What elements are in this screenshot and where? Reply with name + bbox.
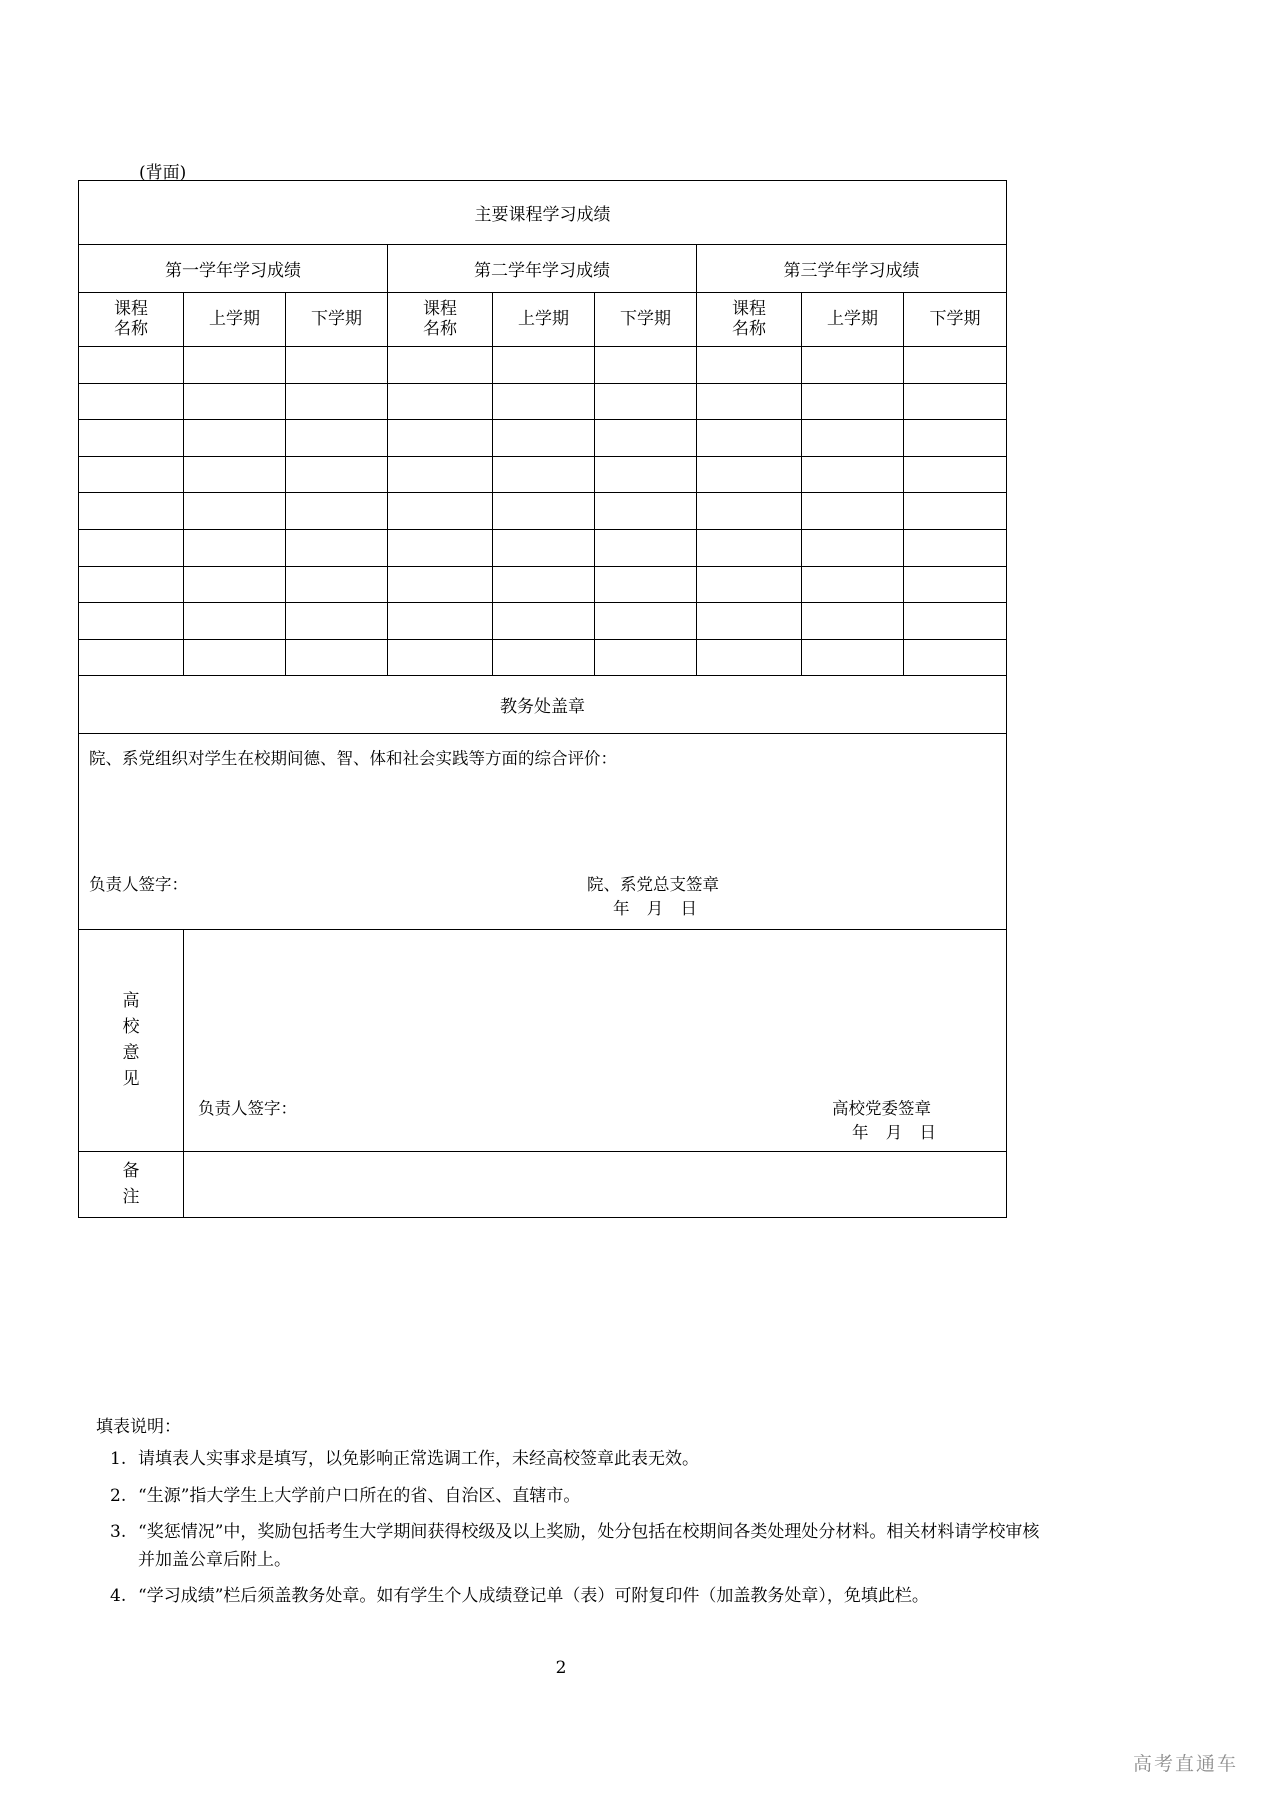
transcript-table	[78, 180, 1007, 1218]
remark-row	[79, 1152, 1007, 1218]
cell[interactable]	[493, 603, 595, 640]
evaluation-row	[79, 734, 1007, 930]
university-date-label: 年 月 日	[852, 1123, 942, 1143]
cell[interactable]	[697, 420, 802, 457]
form-title-row	[79, 181, 1007, 245]
cell[interactable]	[595, 420, 697, 457]
university-opinion-cell[interactable]	[184, 930, 1007, 1152]
cell[interactable]	[493, 420, 595, 457]
cell[interactable]	[904, 603, 1007, 640]
notes-section	[96, 1412, 1056, 1620]
label-char: 见	[122, 1068, 140, 1089]
table-row[interactable]	[79, 566, 1007, 603]
cell[interactable]	[904, 566, 1007, 603]
course-name-line2: 名称	[114, 318, 148, 339]
cell[interactable]	[286, 529, 388, 566]
table-row[interactable]	[79, 639, 1007, 676]
column-header-course-name-3	[697, 293, 802, 347]
cell[interactable]	[595, 383, 697, 420]
cell[interactable]	[286, 420, 388, 457]
cell[interactable]	[595, 456, 697, 493]
notes-list	[96, 1446, 1056, 1611]
table-row[interactable]	[79, 383, 1007, 420]
cell[interactable]	[184, 456, 286, 493]
cell[interactable]	[388, 420, 493, 457]
cell[interactable]	[697, 603, 802, 640]
cell[interactable]	[184, 383, 286, 420]
university-seal-label: 高校党委签章	[832, 1099, 931, 1119]
label-char: 高	[122, 991, 140, 1012]
cell[interactable]	[493, 566, 595, 603]
cell[interactable]	[493, 347, 595, 384]
cell[interactable]	[904, 420, 1007, 457]
column-header-first-term-3: 上学期	[802, 293, 904, 347]
cell[interactable]	[802, 420, 904, 457]
cell[interactable]	[286, 639, 388, 676]
cell[interactable]	[595, 347, 697, 384]
table-row[interactable]	[79, 456, 1007, 493]
cell[interactable]	[802, 383, 904, 420]
course-name-line1: 课程	[114, 299, 148, 320]
list-item: 请填表人实事求是填写，以免影响正常选调工作，未经高校签章此表无效。	[138, 1449, 699, 1469]
column-header-first-term-1: 上学期	[184, 293, 286, 347]
table-row[interactable]	[79, 529, 1007, 566]
table-row[interactable]	[79, 347, 1007, 384]
column-header-first-term-2: 上学期	[493, 293, 595, 347]
transcript-form	[78, 180, 1006, 1218]
university-signature-label: 负责人签字：	[198, 1099, 297, 1119]
cell[interactable]	[802, 566, 904, 603]
cell[interactable]	[697, 529, 802, 566]
course-name-line2: 名称	[423, 318, 457, 339]
cell[interactable]	[388, 529, 493, 566]
cell[interactable]	[184, 603, 286, 640]
cell[interactable]	[904, 456, 1007, 493]
label-char: 意	[122, 1042, 140, 1063]
cell[interactable]	[79, 347, 184, 384]
cell[interactable]	[595, 529, 697, 566]
academic-office-stamp-label: 教务处盖章	[79, 676, 1007, 734]
cell[interactable]	[184, 420, 286, 457]
cell[interactable]	[184, 639, 286, 676]
column-header-second-term-1: 下学期	[286, 293, 388, 347]
cell[interactable]	[286, 603, 388, 640]
page-number: 2	[555, 1658, 567, 1678]
cell[interactable]	[286, 347, 388, 384]
cell[interactable]	[595, 603, 697, 640]
cell[interactable]	[184, 566, 286, 603]
cell[interactable]	[79, 603, 184, 640]
cell[interactable]	[184, 347, 286, 384]
column-header-second-term-2: 下学期	[595, 293, 697, 347]
watermark: 高考直通车	[1132, 1753, 1238, 1775]
cell[interactable]	[493, 456, 595, 493]
table-row[interactable]	[79, 493, 1007, 530]
evaluation-seal-label: 院、系党总支签章	[587, 875, 719, 895]
university-opinion-label	[79, 930, 184, 1152]
cell[interactable]	[388, 493, 493, 530]
university-opinion-row	[79, 930, 1007, 1152]
cell[interactable]	[493, 529, 595, 566]
cell[interactable]	[286, 456, 388, 493]
course-name-line1: 课程	[732, 299, 766, 320]
cell[interactable]	[595, 566, 697, 603]
cell[interactable]	[79, 420, 184, 457]
cell[interactable]	[802, 529, 904, 566]
cell[interactable]	[697, 383, 802, 420]
cell[interactable]	[595, 639, 697, 676]
cell[interactable]	[802, 347, 904, 384]
remark-label	[79, 1152, 184, 1218]
cell[interactable]	[79, 529, 184, 566]
cell[interactable]	[184, 529, 286, 566]
list-item: “生源”指大学生上大学前户口所在的省、自治区、直辖市。	[138, 1485, 581, 1506]
year-heading-3: 第三学年学习成绩	[697, 245, 1007, 293]
cell[interactable]	[79, 566, 184, 603]
cell[interactable]	[79, 456, 184, 493]
label-char: 校	[122, 1017, 140, 1038]
course-name-line1: 课程	[423, 299, 457, 320]
table-row[interactable]	[79, 420, 1007, 457]
evaluation-signature-label: 负责人签字：	[89, 875, 188, 895]
cell[interactable]	[184, 493, 286, 530]
evaluation-prompt: 院、系党组织对学生在校期间德、智、体和社会实践等方面的综合评价：	[89, 749, 617, 769]
form-title: 主要课程学习成绩	[79, 181, 1007, 245]
course-name-line2: 名称	[732, 318, 766, 339]
cell[interactable]	[904, 493, 1007, 530]
cell[interactable]	[904, 347, 1007, 384]
cell[interactable]	[79, 639, 184, 676]
cell[interactable]	[904, 383, 1007, 420]
list-item: “奖惩情况”中，奖励包括考生大学期间获得校级及以上奖励，处分包括在校期间各类处理处分材料。相关材料请学校审核并加盖公章后附上。	[138, 1522, 1040, 1570]
cell[interactable]	[697, 566, 802, 603]
academic-office-stamp-row	[79, 676, 1007, 734]
notes-title: 填表说明：	[96, 1417, 181, 1437]
column-header-second-term-3: 下学期	[904, 293, 1007, 347]
cell[interactable]	[697, 456, 802, 493]
cell[interactable]	[697, 639, 802, 676]
cell[interactable]	[802, 456, 904, 493]
remark-cell[interactable]	[184, 1152, 1007, 1218]
column-header-course-name-2	[388, 293, 493, 347]
cell[interactable]	[493, 639, 595, 676]
cell[interactable]	[904, 639, 1007, 676]
cell[interactable]	[595, 493, 697, 530]
evaluation-cell[interactable]	[79, 734, 1007, 930]
cell[interactable]	[79, 383, 184, 420]
cell[interactable]	[79, 493, 184, 530]
cell[interactable]	[904, 529, 1007, 566]
cell[interactable]	[286, 493, 388, 530]
cell[interactable]	[697, 493, 802, 530]
label-char: 注	[122, 1186, 140, 1207]
column-header-course-name-1	[79, 293, 184, 347]
cell[interactable]	[388, 603, 493, 640]
cell[interactable]	[388, 456, 493, 493]
year-heading-2: 第二学年学习成绩	[388, 245, 697, 293]
label-char: 备	[122, 1161, 140, 1182]
cell[interactable]	[286, 383, 388, 420]
year-heading-row	[79, 245, 1007, 293]
year-heading-1: 第一学年学习成绩	[79, 245, 388, 293]
cell[interactable]	[493, 383, 595, 420]
cell[interactable]	[802, 603, 904, 640]
table-row[interactable]	[79, 603, 1007, 640]
evaluation-date-label: 年 月 日	[613, 899, 703, 919]
list-item: “学习成绩”栏后须盖教务处章。如有学生个人成绩登记单（表）可附复印件（加盖教务处章），免填此栏。	[138, 1586, 929, 1607]
cell[interactable]	[388, 566, 493, 603]
cell[interactable]	[388, 383, 493, 420]
cell[interactable]	[286, 566, 388, 603]
cell[interactable]	[802, 639, 904, 676]
cell[interactable]	[493, 493, 595, 530]
cell[interactable]	[802, 493, 904, 530]
column-header-row	[79, 293, 1007, 347]
side-label: (背面)	[139, 163, 187, 183]
cell[interactable]	[388, 347, 493, 384]
cell[interactable]	[697, 347, 802, 384]
cell[interactable]	[388, 639, 493, 676]
